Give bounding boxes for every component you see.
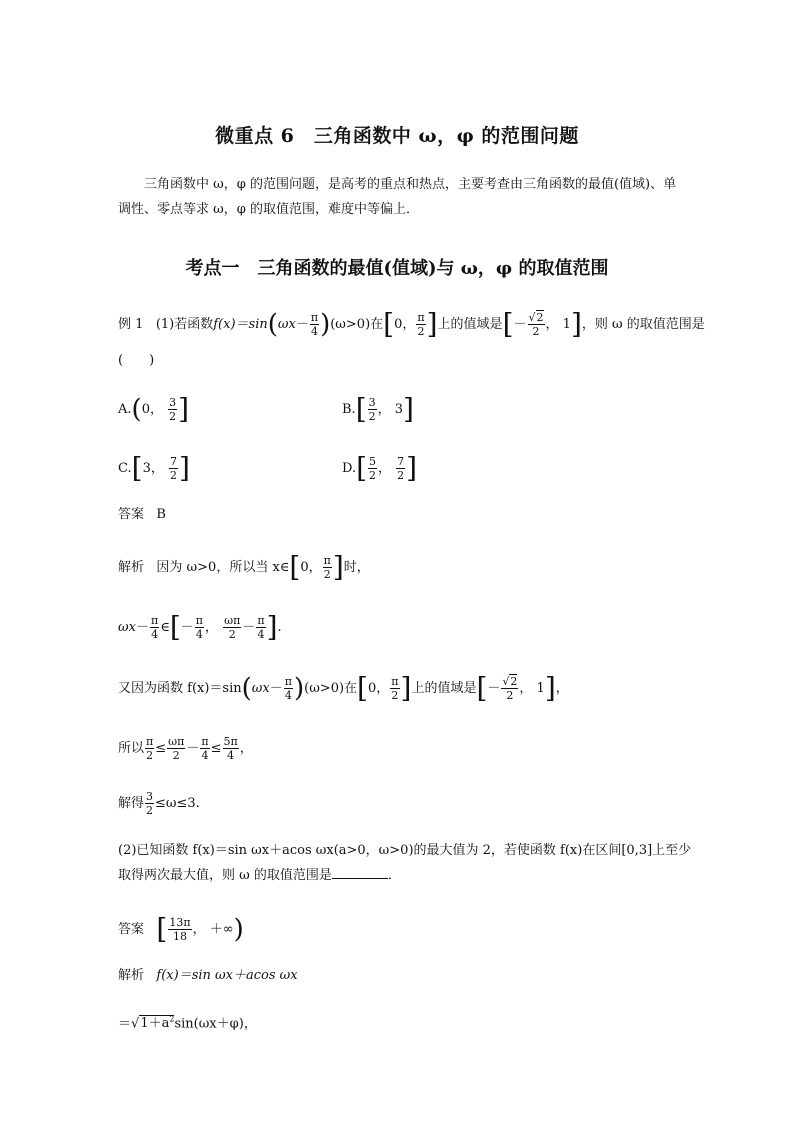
option-b: B.[ $\frac{3}{2}$ ， 3] (342, 392, 414, 426)
analysis-line-3: 又因为函数 f(x)＝sin(ωx－ $\frac{\pi}{4}$ )(ω>0)在[0， $\frac{\pi}{2}$ ]上的值域是[－ $\frac{√2}{2}$ ， 1]， (118, 671, 569, 705)
page-title: 微重点 6 三角函数中 ω，φ 的范围问题 (215, 125, 579, 147)
analysis-label: 解析 (118, 968, 145, 983)
example2-question-line-1: (2)已知函数 f(x)＝sin ωx＋acos ωx(a>0，ω>0)的最大值为 2，若使函数 f(x)在区间[0,3]上至少 (118, 843, 692, 858)
analysis-line-5: 解得 $\frac{3}{2}$ ≤ω≤3. (118, 790, 200, 817)
analysis-line-2: ωx－ $\frac{\pi}{4}$ ∈[－ $\frac{\pi}{4}$ ， $\frac{\omega\pi}{2}$ － $\frac{\pi}{4}$ ]. (118, 610, 282, 644)
example1-question: 例 1 (1)若函数f(x)＝sin(ωx－ $\frac{\pi}{4}$ )(ω>0)在[0， $\frac{\pi}{2}$ ]上的值域是[－ $\frac{√2}{2}$ ， 1]，则 ω 的取值范围是 (118, 307, 705, 341)
option-a: A.(0， $\frac{3}{2}$ ] (118, 392, 190, 426)
answer-line (118, 505, 166, 525)
answer-label: 答案 (118, 922, 145, 937)
analysis-line-4: 所以 $\frac{\pi}{2}$ ≤ $\frac{\omega\pi}{2}$ － $\frac{\pi}{4}$ ≤ $\frac{5\pi}{4}$ ， (118, 735, 253, 762)
condition-text: (ω>0)在 (330, 317, 384, 332)
option-d: D.[ $\frac{5}{2}$ ， $\frac{7}{2}$ ] (342, 451, 418, 485)
example-label: 例 1 (118, 317, 144, 332)
answer-paren: ( ) (118, 353, 155, 368)
example2-answer-line: 答案 [ $\frac{13\pi}{18}$ ， ＋∞) (118, 912, 244, 946)
analysis-line-1: 解析 因为 ω>0，所以当 x∈[0， $\frac{\pi}{2}$ ]时， (118, 550, 370, 584)
intro-paragraph: 三角函数中 ω，φ 的范围问题，是高考的重点和热点，主要考查由三角函数的最值(值域)、单调性、零点等求 ω，φ 的取值范围，难度中等偏上． (118, 177, 677, 217)
question-tail: ，则 ω 的取值范围是 (581, 317, 705, 332)
example2-analysis-line-1: 解析 f(x)＝sin ωx＋acos ωx (118, 968, 298, 983)
answer-value: B (156, 507, 166, 522)
example2-question-line-2: 取得两次最大值，则 ω 的取值范围是 ． (118, 868, 401, 883)
function-expr: f(x)＝sin (213, 317, 268, 332)
range-text: 上的值域是 (437, 317, 503, 332)
section-title: 考点一 三角函数的最值(值域)与 ω，φ 的取值范围 (185, 258, 609, 279)
example2-analysis-line-2: $=√1+a^2\sin(\omega x+\varphi)$， (118, 1015, 257, 1032)
answer-blank (332, 878, 388, 879)
fraction: $\frac{\pi}{4}$ (310, 311, 319, 338)
option-c: C.[3， $\frac{7}{2}$ ] (118, 451, 190, 485)
analysis-label: 解析 (118, 560, 145, 575)
question-text: (1)若函数 (155, 317, 214, 332)
answer-label: 答案 (118, 507, 145, 522)
